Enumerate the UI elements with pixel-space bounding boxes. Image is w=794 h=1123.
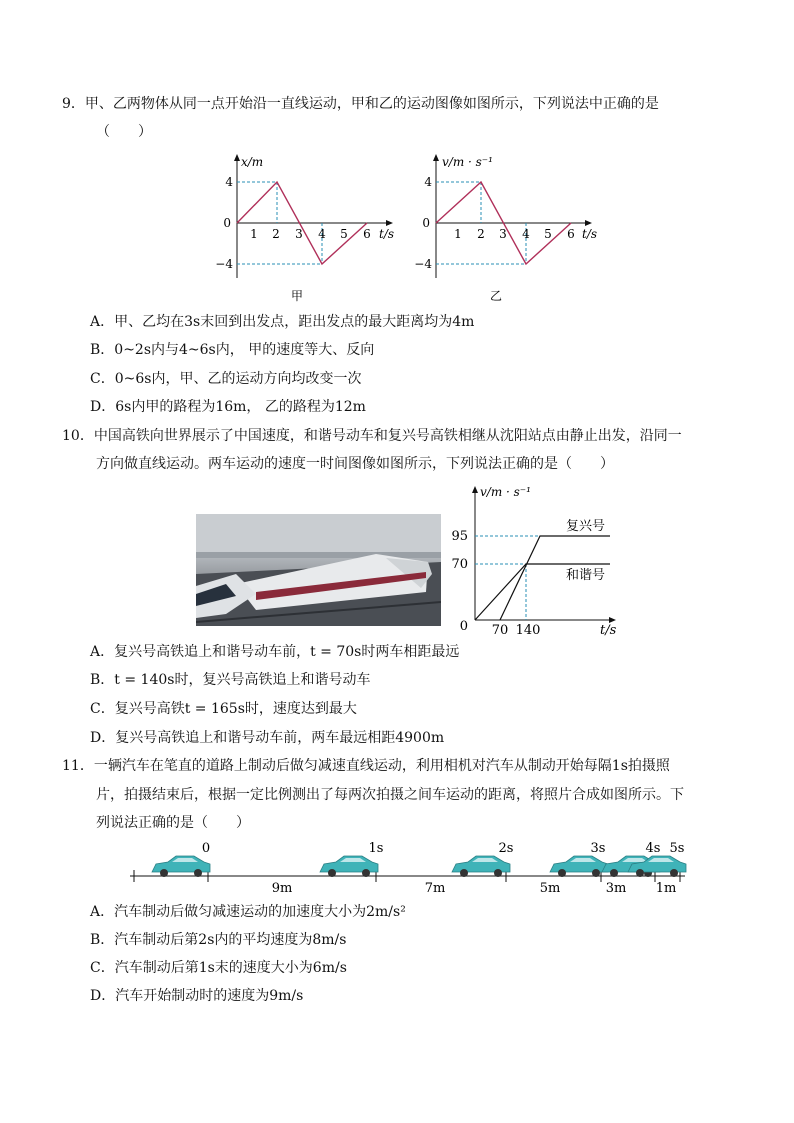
q9-option-a: A．甲、乙均在3s末回到出发点，距出发点的最大距离均为4m [90,314,475,330]
high-speed-train-image [196,514,441,626]
q11-car-diagram [120,838,700,898]
car-icon [452,856,510,877]
caption-yi: 乙 [489,289,503,303]
q9-option-c: C．0~6s内，甲、乙的运动方向均改变一次 [90,371,362,387]
ytick-0: 0 [422,216,430,230]
distance-label: 7m [424,881,446,896]
ytick-70: 70 [451,557,468,572]
car-icon [550,856,608,877]
series-fuxing-label: 复兴号 [566,519,606,534]
time-label: 0 [201,841,211,856]
car-icon [152,856,210,877]
xtick: 6 [567,227,575,241]
series-hexie-label: 和谐号 [566,568,606,583]
q10-option-d: D．复兴号高铁追上和谐号动车前，两车最远相距4900m [90,730,445,746]
q9-option-d: D．6s内甲的路程为16m， 乙的路程为12m [90,399,366,415]
q10-stem-line1: 10．中国高铁向世界展示了中国速度，和谐号动车和复兴号高铁相继从沈阳站点由静止出发，沿同一 [62,428,682,444]
xtick: 3 [295,227,303,241]
q9-graph-yi [404,150,604,305]
distance-label: 3m [605,881,627,896]
q9-stem: 9．甲、乙两物体从同一点开始沿一直线运动，甲和乙的运动图像如图所示，下列说法中正确的是 [62,96,659,112]
xtick: 1 [454,227,462,241]
caption-jia: 甲 [290,289,304,303]
origin-label: 0 [459,619,468,634]
x-axis-label: t/s [582,227,598,241]
q10-stem-line2: 方向做直线运动。两车运动的速度一时间图像如图所示，下列说法正确的是（ ） [96,456,614,472]
ytick-neg4: −4 [414,257,432,271]
q11-option-d: D．汽车开始制动时的速度为9m/s [90,988,304,1004]
ytick-4: 4 [424,175,432,189]
q10-option-a: A．复兴号高铁追上和谐号动车前，t = 70s时两车相距最远 [90,644,460,660]
ytick-0: 0 [223,216,231,230]
q9-answer-paren: （ ） [96,124,152,140]
xtick: 5 [544,227,552,241]
q10-vt-graph [448,478,628,638]
xtick: 1 [250,227,258,241]
q9-graph-jia [205,150,405,305]
q11-stem-line2: 片，拍摄结束后，根据一定比例测出了每两次拍摄之间车运动的距离，将照片合成如图所示。下 [96,787,684,803]
q10-option-b: B．t = 140s时，复兴号高铁追上和谐号动车 [90,672,371,688]
distance-label: 9m [271,881,293,896]
time-label: 1s [368,841,384,856]
xtick: 5 [340,227,348,241]
xtick: 2 [272,227,280,241]
xtick: 3 [499,227,507,241]
y-axis-label: v/m · s⁻¹ [442,155,493,169]
ytick-neg4: −4 [215,257,233,271]
y-axis-label: x/m [241,155,264,169]
x-axis-label: t/s [379,227,395,241]
xtick-140: 140 [515,623,541,638]
q11-option-c: C．汽车制动后第1s末的速度大小为6m/s [90,960,347,976]
xtick: 2 [477,227,485,241]
ytick-95: 95 [451,529,468,544]
xtick-70: 70 [491,623,509,638]
xtick: 4 [522,227,530,241]
q11-option-a: A．汽车制动后做匀减速运动的加速度大小为2m/s² [90,904,406,920]
car-icon [320,856,378,877]
xtick: 4 [318,227,326,241]
xtick: 6 [363,227,371,241]
time-label: 5s [669,841,685,856]
distance-label: 5m [539,881,561,896]
distance-label: 1m [655,881,677,896]
q9-option-b: B．0~2s内与4~6s内， 甲的速度等大、反向 [90,342,375,358]
x-axis-label: t/s [600,623,617,638]
q10-option-c: C．复兴号高铁t = 165s时，速度达到最大 [90,701,357,717]
time-label: 3s [590,841,606,856]
q11-stem-line1: 11．一辆汽车在笔直的道路上制动后做匀减速直线运动，利用相机对汽车从制动开始每隔1s拍摄照 [62,758,670,774]
q11-option-b: B．汽车制动后第2s内的平均速度为8m/s [90,932,347,948]
time-label: 4s [645,841,661,856]
train-photo [196,514,441,626]
time-label: 2s [498,841,514,856]
y-axis-label: v/m · s⁻¹ [480,485,531,499]
q11-stem-line3: 列说法正确的是（ ） [96,815,250,831]
ytick-4: 4 [225,175,233,189]
